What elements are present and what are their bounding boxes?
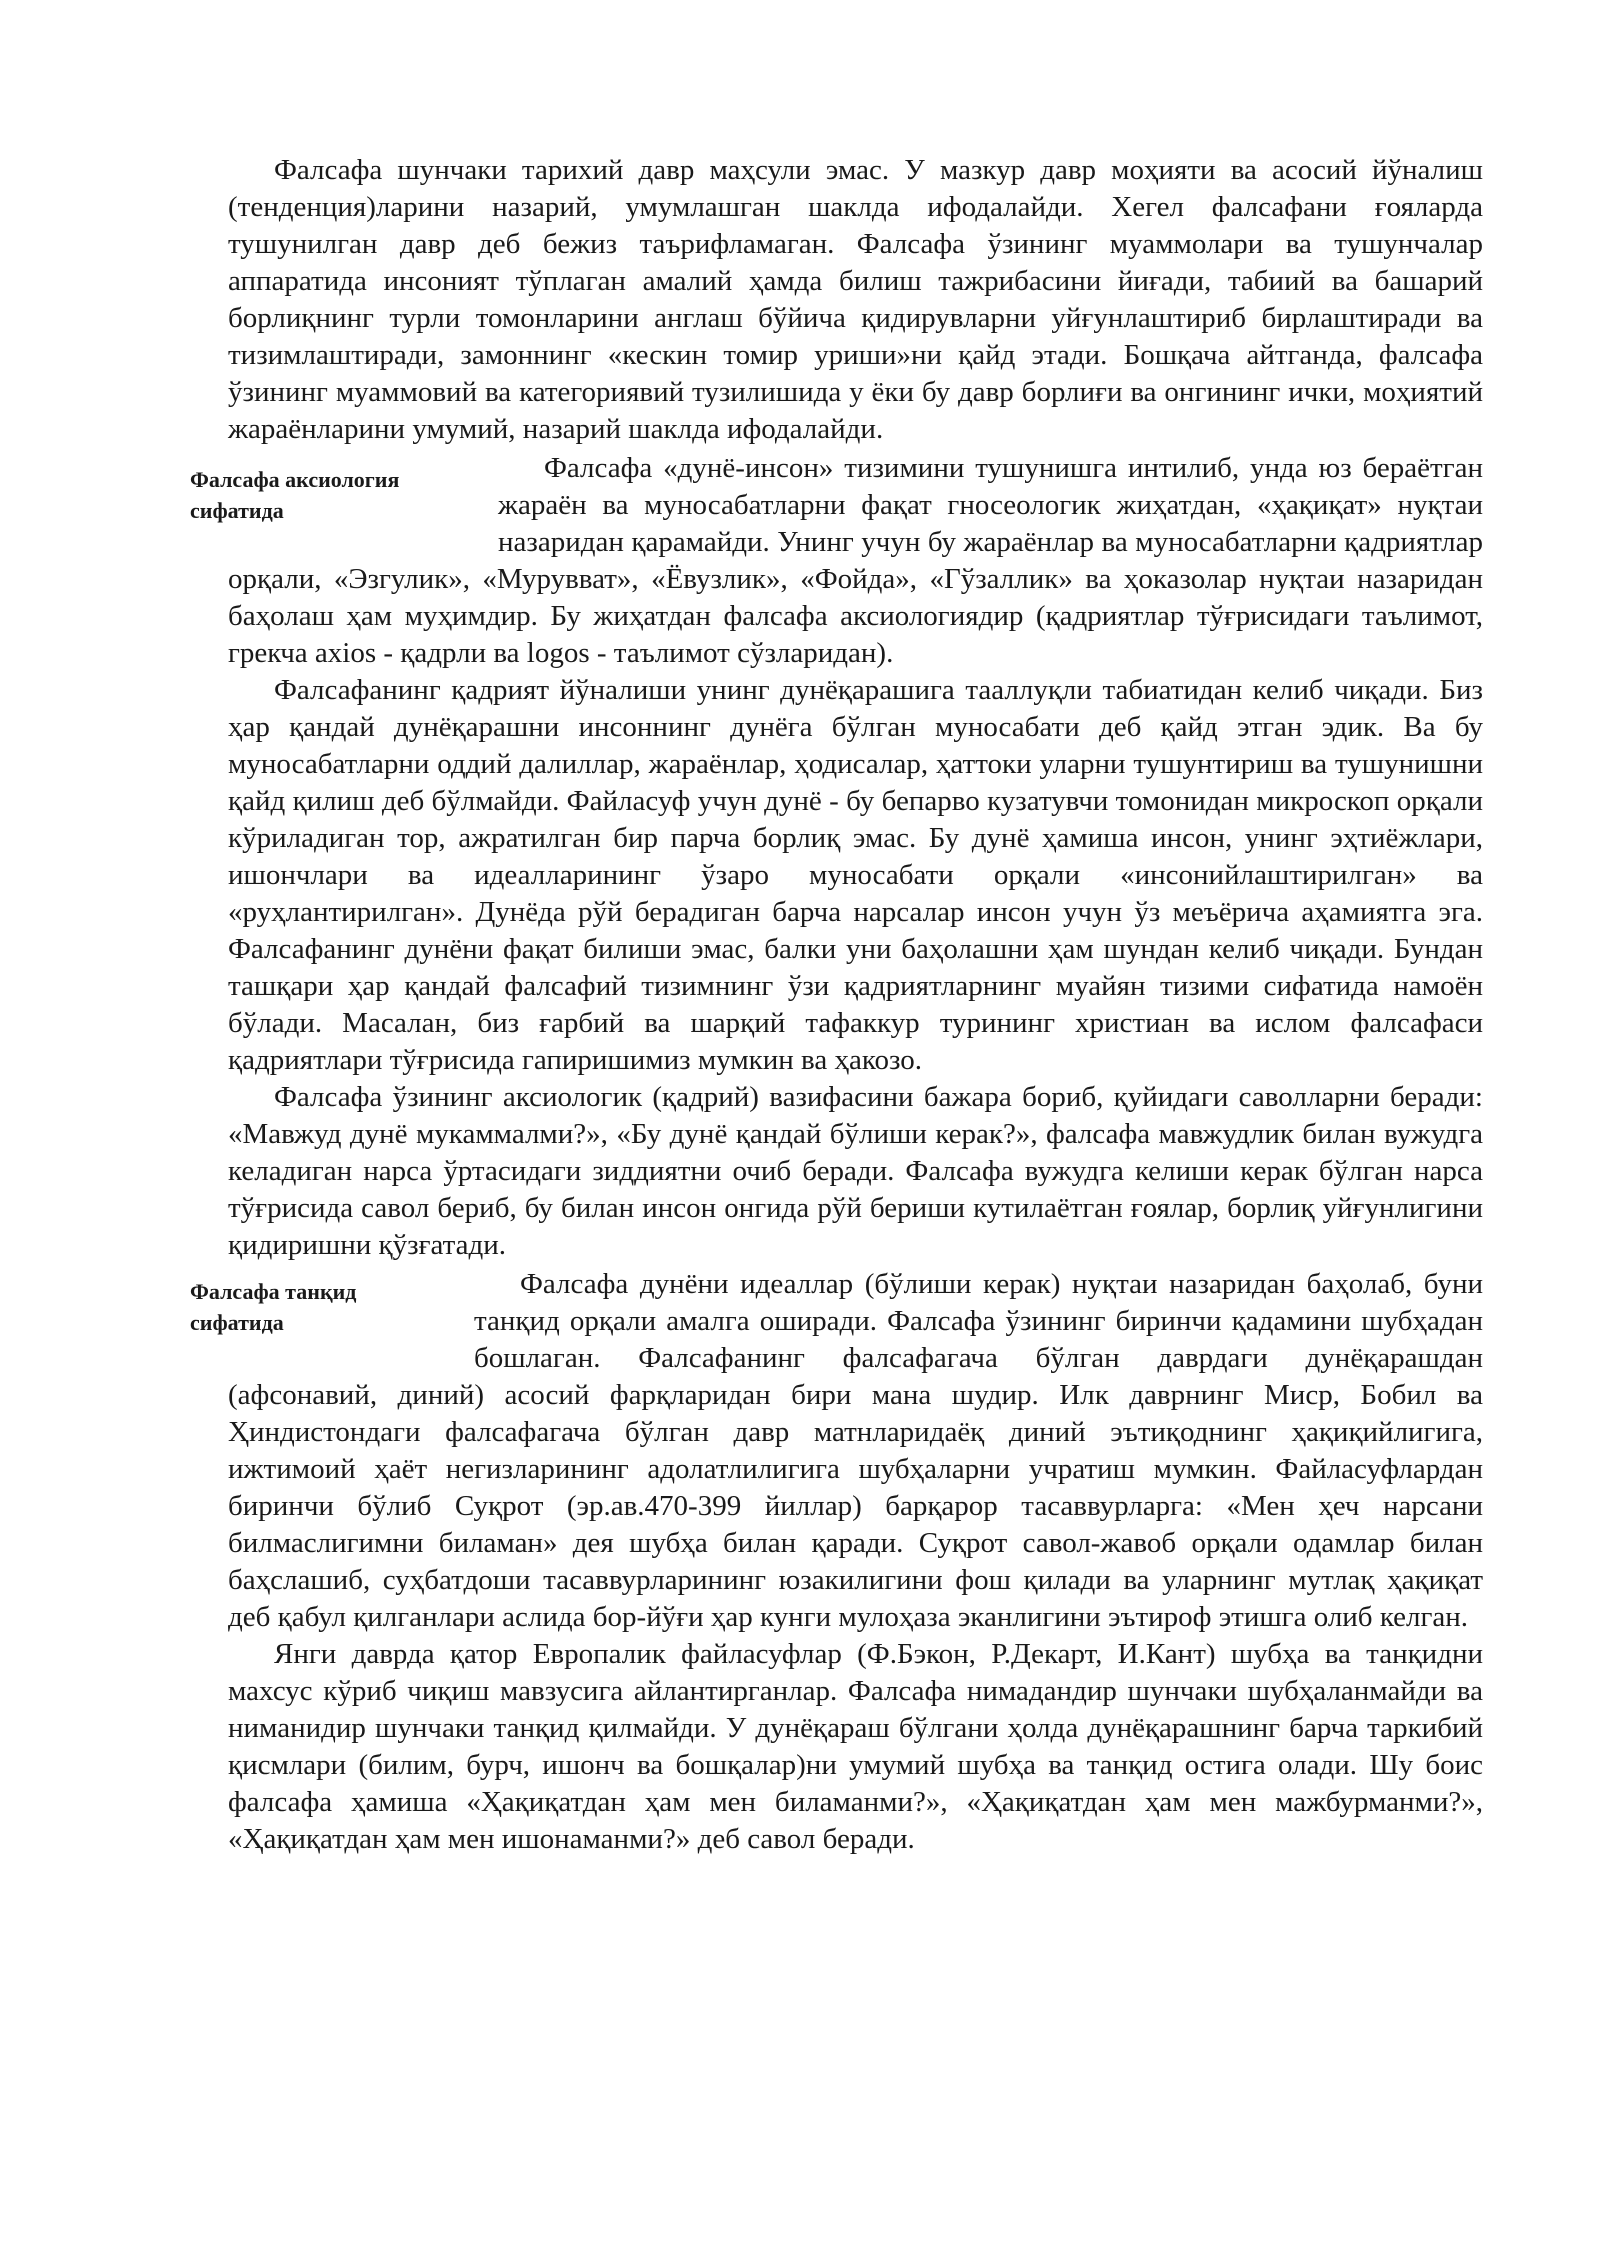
- section-axiology: [190, 450, 1483, 672]
- paragraph-2: Фалсафа «дунё-инсон» тизимини тушунишга интилиб, унда юз бераётган жараён ва муносабатларни фақат гносеологик жиҳатдан, «ҳақиқат» нуқтаи назаридан қарамайди. Унинг учун бу жараёнлар ва муносабатларни қадриятлар орқали, «Эзгулик», «Мурувват», «Ёвузлик», «Фойда», «Гўзаллик» ва ҳоказолар нуқтаи назаридан баҳолаш ҳам муҳимдир. Бу жиҳатдан фалсафа аксиологиядир (қадриятлар тўғрисидаги таълимот, грекча axios - қадрли ва logos - таълимот сўзларидан).: [228, 452, 1483, 669]
- paragraph-3: Фалсафанинг қадрият йўналиши унинг дунёқарашига тааллуқли табиатидан келиб чиқади. Биз ҳар қандай дунёқарашни инсоннинг дунёга бўлган муносабати деб қайд этган эдик. Ва бу муносабатларни оддий далиллар, жараёнлар, ҳодисалар, ҳаттоки уларни тушунтириш ва тушунишни қайд қилиш деб бўлмайди. Файласуф учун дунё - бу бепарво кузатувчи томонидан микроскоп орқали кўриладиган тор, ажратилган бир парча борлиқ эмас. Бу дунё ҳамиша инсон, унинг эҳтиёжлари, ишончлари ва идеалларининг ўзаро муносабати орқали «инсонийлаштирилган» ва «руҳлантирилган». Дунёда рўй берадиган барча нарсалар инсон учун ўз меъёрича аҳамиятга эга. Фалсафанинг дунёни фақат билиши эмас, балки уни баҳолашни ҳам шундан келиб чиқади. Бундан ташқари ҳар қандай фалсафий тизимнинг ўзи қадриятларнинг муайян тизими сифатида намоён бўлади. Масалан, биз ғарбий ва шарқий тафаккур турининг христиан ва ислом фалсафаси қадриятлари тўғрисида гапиришимиз мумкин ва ҳакозо.: [228, 674, 1483, 1076]
- section-critique: [190, 1266, 1483, 1636]
- side-label-axiology: Фалсафа аксиология сифатида: [190, 467, 400, 523]
- document-page: [190, 152, 1483, 1858]
- side-label-critique: Фалсафа танқид сифатида: [190, 1279, 357, 1335]
- paragraph-4: Фалсафа ўзининг аксиологик (қадрий) вазифасини бажара бориб, қуйидаги саволларни беради: «Мавжуд дунё мукаммалми?», «Бу дунё қандай бўлиши керак?», фалсафа мавжудлик билан вужудга келадиган нарса ўртасидаги зиддиятни очиб беради. Фалсафа вужудга келиши керак бўлган нарса тўғрисида савол бериб, бу билан инсон онгида рўй бериши кутилаётган ғоялар, борлиқ уйғунлигини қидиришни қўзғатади.: [228, 1081, 1483, 1261]
- paragraph-5: Фалсафа дунёни идеаллар (бўлиши керак) нуқтаи назаридан баҳолаб, буни танқид орқали амалга оширади. Фалсафа ўзининг биринчи қадамини шубҳадан бошлаган. Фалсафанинг фалсафагача бўлган даврдаги дунёқарашдан (афсонавий, диний) асосий фарқларидан бири мана шудир. Илк даврнинг Миср, Бобил ва Ҳиндистондаги фалсафагача бўлган давр матнларидаёқ диний эътиқоднинг ҳақиқийлигига, ижтимоий ҳаёт негизларининг адолатлилигига шубҳаларни учратиш мумкин. Файласуфлардан биринчи бўлиб Суқрот (эр.ав.470-399 йиллар) барқарор тасаввурларга: «Мен ҳеч нарсани билмаслигимни биламан» дея шубҳа билан қаради. Суқрот савол-жавоб орқали одамлар билан баҳслашиб, суҳбатдоши тасаввурларининг юзакилигини фош қилади ва уларнинг мутлақ ҳақиқат деб қабул қилганлари аслида бор-йўғи ҳар кунги мулоҳаза эканлигини эътироф этишга олиб келган.: [228, 1268, 1483, 1633]
- paragraph-1: Фалсафа шунчаки тарихий давр маҳсули эмас. У мазкур давр моҳияти ва асосий йўналиш (тенденция)ларини назарий, умумлашган шаклда ифодалайди. Хегел фалсафани ғояларда тушунилган давр деб бежиз таърифламаган. Фалсафа ўзининг муаммолари ва тушунчалар аппаратида инсоният тўплаган амалий ҳамда билиш тажрибасини йиғади, табиий ва башарий борлиқнинг турли томонларини англаш бўйича қидирувларни уйғунлаштириб бирлаштиради ва тизимлаштиради, замоннинг «кескин томир уриши»ни қайд этади. Бошқача айтганда, фалсафа ўзининг муаммовий ва категориявий тузилишида у ёки бу давр борлиғи ва онгининг ички, моҳиятий жараёнларини умумий, назарий шаклда ифодалайди.: [228, 154, 1483, 445]
- paragraph-6: Янги даврда қатор Европалик файласуфлар (Ф.Бэкон, Р.Декарт, И.Кант) шубҳа ва танқидни махсус кўриб чиқиш мавзусига айлантирганлар. Фалсафа нимадандир шунчаки шубҳаланмайди ва ниманидир шунчаки танқид қилмайди. У дунёқараш бўлгани ҳолда дунёқарашнинг барча таркибий қисмлари (билим, бурч, ишонч ва бошқалар)ни умумий шубҳа ва танқид остига олади. Шу боис фалсафа ҳамиша «Ҳақиқатдан ҳам мен биламанми?», «Ҳақиқатдан ҳам мен мажбурманми?», «Ҳақиқатдан ҳам мен ишонаманми?» деб савол беради.: [228, 1638, 1483, 1855]
